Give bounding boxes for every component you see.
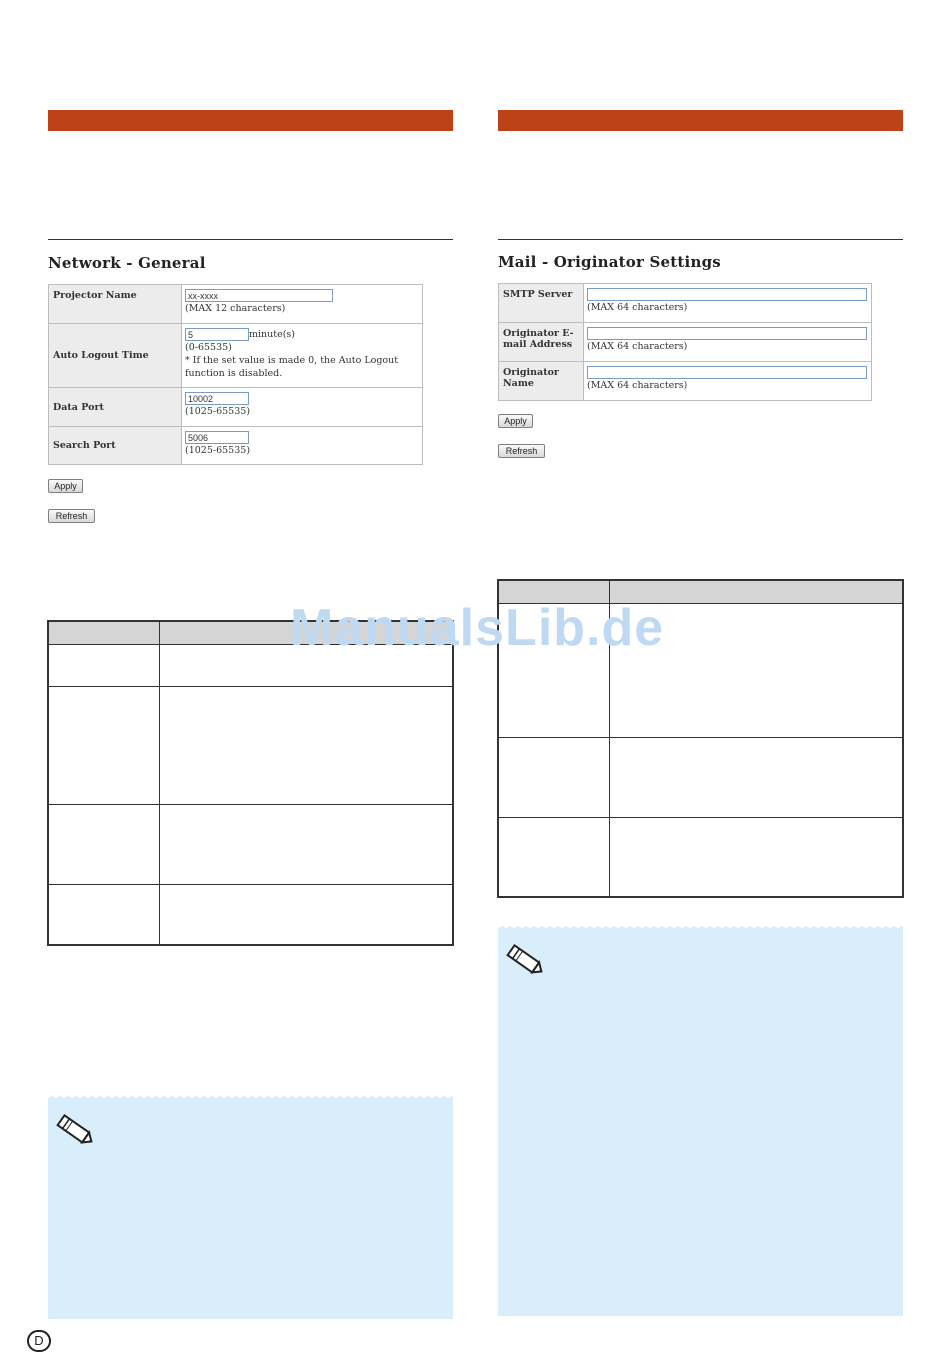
auto-logout-unit: minute(s) — [249, 329, 296, 340]
left-section-header-bar — [48, 110, 453, 131]
network-apply-button[interactable]: Apply — [48, 479, 83, 493]
right-note-box — [498, 928, 903, 1316]
network-general-title: Network - General — [48, 254, 206, 272]
auto-logout-input[interactable]: 5 — [185, 328, 249, 341]
network-refresh-button[interactable]: Refresh — [48, 509, 95, 523]
right-divider — [498, 239, 903, 240]
table-row — [48, 805, 160, 885]
originator-email-hint: (MAX 64 characters) — [587, 341, 688, 352]
originator-name-input[interactable] — [587, 366, 867, 379]
mail-refresh-button[interactable]: Refresh — [498, 444, 545, 458]
originator-email-label: Originator E-mail Address — [499, 323, 584, 362]
mail-originator-title: Mail - Originator Settings — [498, 253, 721, 271]
table-row — [498, 818, 610, 897]
table-row — [48, 645, 160, 687]
search-port-label: Search Port — [49, 427, 182, 465]
pencil-note-icon — [54, 1112, 96, 1148]
table-row — [48, 885, 160, 945]
mail-apply-button[interactable]: Apply — [498, 414, 533, 428]
projector-name-hint: (MAX 12 characters) — [185, 303, 286, 314]
left-description-table — [47, 620, 454, 946]
pencil-note-icon — [504, 942, 546, 978]
originator-email-input[interactable] — [587, 327, 867, 340]
auto-logout-note: * If the set value is made 0, the Auto Logout function is disabled. — [185, 355, 399, 379]
page-language-badge: D — [27, 1330, 51, 1352]
originator-name-hint: (MAX 64 characters) — [587, 380, 688, 391]
data-port-hint: (1025-65535) — [185, 406, 251, 417]
table-row — [498, 738, 610, 818]
left-table-header-col1 — [48, 621, 160, 645]
right-section-header-bar — [498, 110, 903, 131]
originator-name-label: Originator Name — [499, 362, 584, 401]
table-row — [48, 687, 160, 805]
watermark: ManualsLib.de — [290, 599, 665, 657]
auto-logout-hint: (0-65535) — [185, 342, 232, 353]
auto-logout-label: Auto Logout Time — [49, 324, 182, 388]
smtp-server-input[interactable] — [587, 288, 867, 301]
smtp-server-hint: (MAX 64 characters) — [587, 302, 688, 313]
projector-name-label: Projector Name — [49, 285, 182, 324]
data-port-label: Data Port — [49, 388, 182, 427]
smtp-server-label: SMTP Server — [499, 284, 584, 323]
data-port-input[interactable]: 10002 — [185, 392, 249, 405]
projector-name-input[interactable]: xx-xxxx — [185, 289, 333, 302]
search-port-hint: (1025-65535) — [185, 445, 251, 456]
left-note-box — [48, 1098, 453, 1319]
network-general-form — [48, 284, 423, 465]
left-divider — [48, 239, 453, 240]
mail-originator-form — [498, 283, 872, 401]
search-port-input[interactable]: 5006 — [185, 431, 249, 444]
